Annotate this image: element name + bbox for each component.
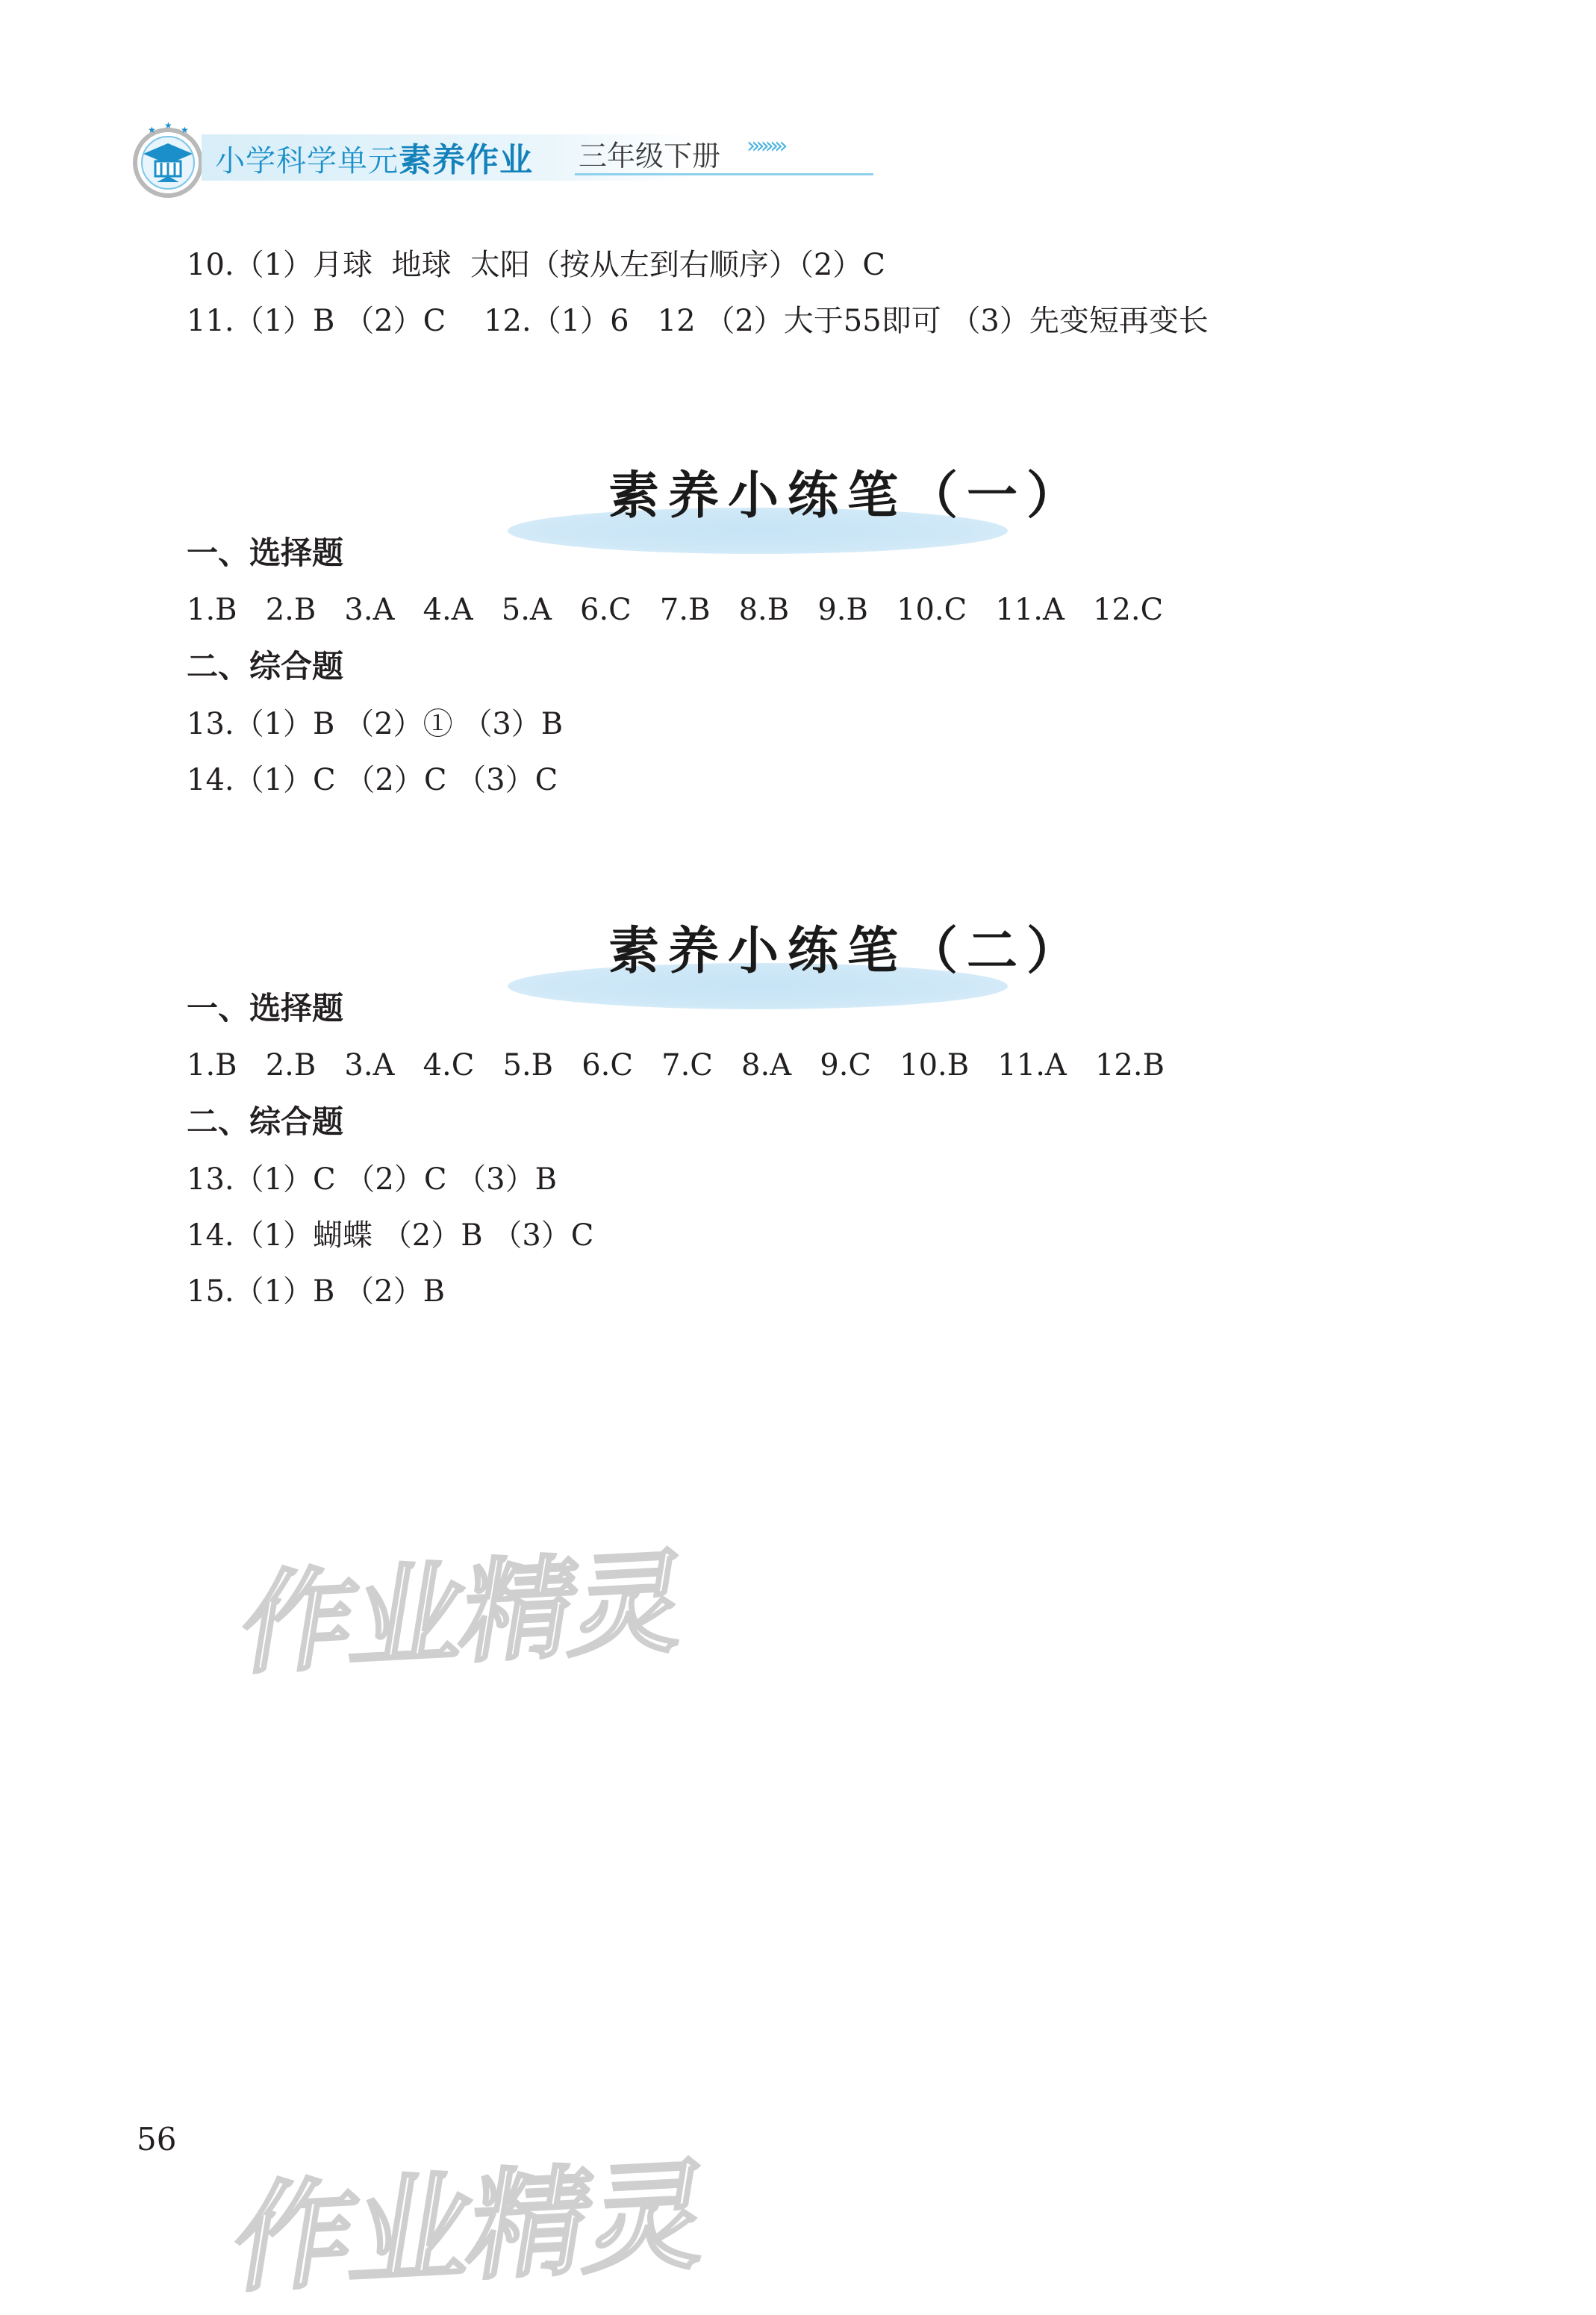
watermark: 作业精灵 (231, 1537, 693, 1691)
chevrons-icon: »»»» (746, 133, 784, 159)
page-number: 56 (137, 2121, 177, 2157)
answer-line: 14.（1）C （2）C （3）C (187, 763, 558, 797)
answer-line: 13.（1）C （2）C （3）B (187, 1162, 557, 1197)
grade-label: 三年级下册 (579, 140, 721, 172)
part-label-comprehensive: 二、综合题 (187, 648, 344, 685)
answer-line: 15.（1）B （2）B (187, 1274, 446, 1309)
watermark: 作业精灵 (223, 2145, 717, 2310)
answer-line: 14.（1）蝴蝶 （2）B （3）C (187, 1218, 594, 1253)
svg-text:★: ★ (164, 120, 172, 131)
part-label-comprehensive: 二、综合题 (187, 1103, 344, 1140)
series-title: 小学科学单元素养作业 (215, 141, 533, 179)
section-title: 素养小练笔（二） (608, 921, 1087, 981)
answer-line: 11.（1）B （2）C 12.（1）6 12 （2）大于55即可 （3）先变短再变长 (187, 304, 1209, 338)
part-label-choice: 一、选择题 (187, 535, 344, 571)
choice-answers: 1.B 2.B 3.A 4.C 5.B 6.C 7.C 8.A 9.C 10.B 11.A 12.B (187, 1048, 1165, 1082)
svg-text:★: ★ (148, 125, 156, 135)
svg-text:★: ★ (181, 125, 189, 135)
answer-line: 13.（1）B （2）① （3）B (187, 707, 564, 741)
section-title-block (508, 455, 1087, 560)
answer-line: 10.（1）月球 地球 太阳（按从左到右顺序）（2）C (187, 248, 885, 282)
graduation-cap-logo-icon (127, 119, 209, 202)
section-title-block (508, 911, 1087, 1015)
part-label-choice: 一、选择题 (187, 990, 344, 1026)
grade-underline (575, 173, 873, 175)
page-header (127, 112, 799, 194)
section-title: 素养小练笔（一） (608, 466, 1087, 526)
choice-answers: 1.B 2.B 3.A 4.A 5.A 6.C 7.B 8.B 9.B 10.C 11.A 12.C (187, 593, 1164, 627)
